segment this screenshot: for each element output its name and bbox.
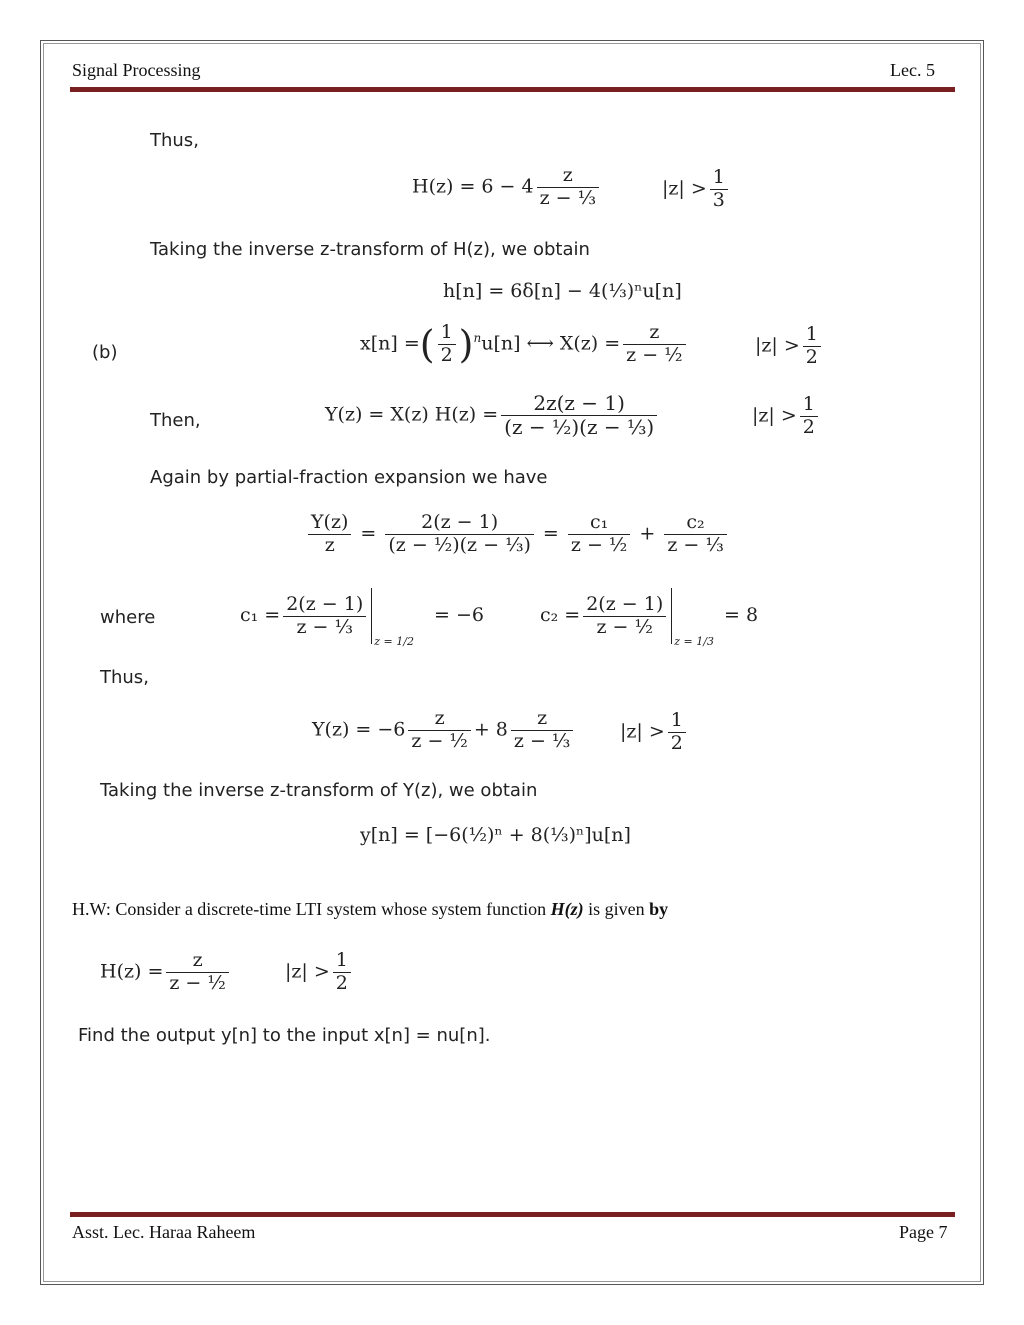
equation-y: y[n] = [−6(½)ⁿ + 8(⅓)ⁿ]u[n]	[360, 824, 631, 846]
page-border-inner	[43, 43, 981, 1282]
homework-equation-H: H(z) = $\frac{z}{\text{z − ½}}$	[100, 950, 232, 995]
footer-rule	[70, 1212, 955, 1219]
equation-H: H(z) = 6 − 4 $\frac{z}{\text{z − ⅓}}$	[412, 165, 602, 210]
equation-x-roc: |z| > $\frac{1}{2}$	[755, 324, 824, 369]
equation-Y-expansion: Y(z) = −6 $\frac{z}{\text{z − ½}}$ + 8 $\frac{z}{\text{z − ⅓}}$	[312, 708, 576, 753]
equation-Y: Y(z) = X(z) H(z) = $\frac{2z(z - 1)}{\text{(z − ½)(z − ⅓)}}$	[325, 392, 660, 439]
thus-label-2: Thus,	[100, 667, 149, 688]
equation-H-roc: |z| > $\frac{1}{3}$	[662, 167, 731, 212]
equation-c2: c₂ = $\frac{2(z - 1)}{\text{z − ½}}$ $_{z = 1/3}$ = 8	[540, 588, 758, 648]
inverse-Y-text: Taking the inverse z-transform of Y(z), we obtain	[100, 780, 538, 801]
equation-Y-roc: |z| > $\frac{1}{2}$	[752, 394, 821, 439]
header-lecture: Lec. 5	[890, 60, 935, 80]
homework-find-output: Find the output y[n] to the input x[n] = nu[n].	[78, 1025, 491, 1046]
header-title: Signal Processing	[72, 60, 201, 80]
equation-h: h[n] = 6δ[n] − 4(⅓)ⁿu[n]	[443, 280, 682, 302]
homework-equation-roc: |z| > $\frac{1}{2}$	[285, 950, 354, 995]
partial-fraction-text: Again by partial-fraction expansion we have	[150, 467, 548, 488]
equation-c1: c₁ = $\frac{2(z - 1)}{\text{z − ⅓}}$ $_{z = 1/2}$ = −6	[240, 588, 484, 648]
footer-page-number: Page 7	[899, 1222, 948, 1242]
then-label: Then,	[150, 410, 201, 431]
thus-label-1: Thus,	[150, 130, 199, 151]
header-rule	[70, 85, 955, 92]
footer-author: Asst. Lec. Haraa Raheem	[72, 1222, 256, 1242]
where-label: where	[100, 607, 156, 628]
label-b: (b)	[92, 342, 118, 363]
inverse-H-text: Taking the inverse z-transform of H(z), we obtain	[150, 239, 590, 260]
equation-partial-fraction: $\frac{Y(z)}{z}$ = $\frac{2(z - 1)}{\text{(z − ½)(z − ⅓)}}$ = $\frac{\text{c₁}}{\text{z − ½}}$ + $\frac{\text{c₂}}{\text{z − ⅓}}$	[305, 512, 730, 557]
equation-Y-expansion-roc: |z| > $\frac{1}{2}$	[620, 710, 689, 755]
homework-statement: H.W: Consider a discrete-time LTI system whose system function H(z) is given by	[72, 899, 669, 919]
equation-x: x[n] =( $\frac{1}{2}$ )$^n$u[n] ⟷ X(z) = $\frac{z}{\text{z − ½}}$	[360, 322, 689, 367]
